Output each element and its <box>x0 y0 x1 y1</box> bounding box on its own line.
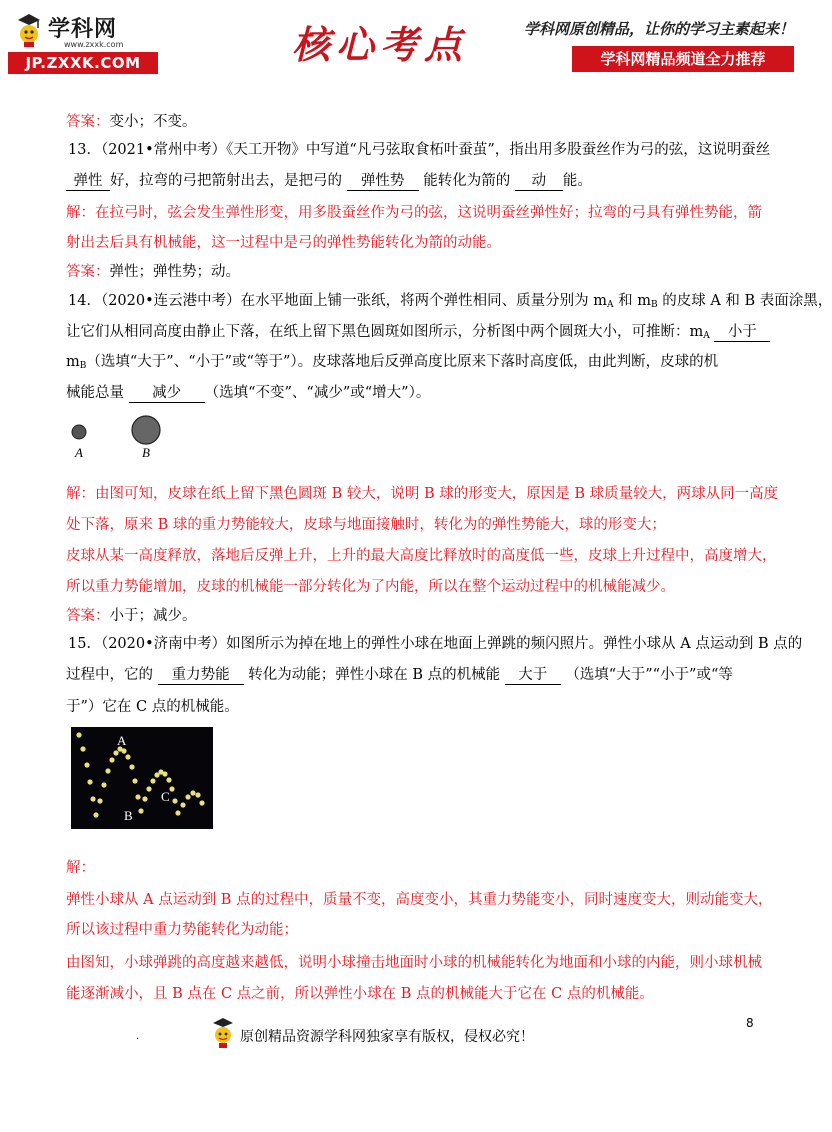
q13-text: 能。 <box>562 173 592 189</box>
spot-a <box>72 425 86 439</box>
spot-b-label: B <box>142 445 150 460</box>
q13-line-2 <box>66 171 592 191</box>
mascot-icon <box>210 1016 236 1050</box>
footer-dot: . <box>136 1031 140 1042</box>
spot-a-label: A <box>75 445 83 460</box>
q13-answer <box>66 262 240 282</box>
subscript: B <box>650 300 658 310</box>
q15-text: （选填“大于”“小于”或“等 <box>565 667 733 683</box>
answer-text: 变小；不变。 <box>109 114 197 130</box>
q13-blank-1: 弹性 <box>66 172 110 191</box>
q14-text: 14．（2020•连云港中考）在水平地面上铺一张纸，将两个弹性相同、质量分别为 m <box>68 293 608 309</box>
q14-blank-2: 减少 <box>129 384 205 403</box>
q15-solution-3: 由图知，小球弹跳的高度越来越低，说明小球撞击地面时小球的机械能转化为地面和小球的内能，则小球机械 <box>66 955 762 971</box>
q13-solution-2: 射出去后具有机械能，这一过程中是弓的弹性势能转化为箭的动能。 <box>66 235 501 251</box>
page-number: 8 <box>746 1016 754 1030</box>
q13-blank-2: 弹性势 <box>347 172 419 191</box>
q13-text: 好，拉弯的弓把箭射出去，是把弓的 <box>110 173 342 189</box>
subscript: A <box>703 331 710 341</box>
q13-text: 能转化为箭的 <box>423 173 511 189</box>
ball-spots-figure <box>60 412 180 464</box>
q13-solution-1: 解：在拉弓时，弦会发生弹性形变，用多股蚕丝作为弓的弦，这说明蚕丝弹性好；拉弯的弓具有弹性势能，箭 <box>66 205 762 221</box>
q15-solution-2: 所以该过程中重力势能转化为动能； <box>66 922 298 938</box>
q14-answer <box>66 606 197 626</box>
q14-blank-1: 小于 <box>714 323 770 342</box>
answer-label: 答案： <box>66 608 110 624</box>
q14-text: 和 m <box>613 293 651 309</box>
q14-solution-2: 处下落，原来 B 球的重力势能较大，皮球与地面接触时，转化为的弹性势能大，球的形变大； <box>66 517 666 533</box>
page-title: 核心考点 <box>291 23 468 67</box>
q15-blank-2: 大于 <box>505 666 561 685</box>
zxxk-logo <box>8 10 158 72</box>
answer-label: 答案： <box>66 264 110 280</box>
q15-solution-4: 能逐渐减小，且 B 点在 C 点之前，所以弹性小球在 B 点的机械能大于它在 C 点的机械能。 <box>66 986 654 1002</box>
subscript: A <box>607 300 614 310</box>
q15-line-1: 15．（2020•济南中考）如图所示为掉在地上的弹性小球在地面上弹跳的频闪照片。弹性小球从 A 点运动到 B 点的 <box>68 636 803 652</box>
q15-text: 转化为动能；弹性小球在 B 点的机械能 <box>248 667 501 683</box>
point-c-label: C <box>161 789 170 804</box>
q14-text: （选填“大于”、“小于”或“等于”）。皮球落地后反弹高度比原来下落时高度低，由此判断，皮球的机 <box>86 354 719 370</box>
answer-text: 小于；减少。 <box>109 608 197 624</box>
spot-b <box>132 416 160 444</box>
q15-line-3: 于”）它在 C 点的机械能。 <box>66 699 239 715</box>
q14-line-3 <box>66 352 718 376</box>
q15-text: 过程中，它的 <box>66 667 153 683</box>
bounce-photo-figure <box>71 727 213 829</box>
q14-line-2 <box>66 322 770 346</box>
answer-text: 弹性；弹性势；动。 <box>109 264 240 280</box>
q14-text: （选填“不变”、“减少”或“增大”）。 <box>204 385 431 401</box>
page-header <box>0 0 800 80</box>
copyright-notice: 原创精品资源学科网独家享有版权，侵权必究！ <box>240 1029 534 1045</box>
q13-blank-3: 动 <box>515 172 563 191</box>
q15-blank-1: 重力势能 <box>158 666 244 685</box>
q15-line-2 <box>66 665 733 685</box>
answer-label: 答案： <box>66 114 110 130</box>
q12-answer <box>66 112 197 132</box>
q14-text: 让它们从相同高度由静止下落，在纸上留下黑色圆斑如图所示，分析图中两个圆斑大小，可推断：m <box>66 324 704 340</box>
q13-line-1: 13．（2021•常州中考）《天工开物》中写道“凡弓弦取食柘叶蚕茧”，指出用多股蚕丝作为弓的弦，这说明蚕丝 <box>68 142 771 158</box>
point-b-label: B <box>124 808 133 823</box>
channel-banner: 学科网精品频道全力推荐 <box>572 46 794 72</box>
page-footer <box>210 1016 570 1052</box>
point-a-label: A <box>117 733 127 748</box>
subscript: B <box>79 361 87 371</box>
logo-subtitle: www.zxxk.com <box>64 40 124 49</box>
header-slogan: 学科网原创精品，让你的学习主素起来！ <box>523 20 794 38</box>
q14-text: m <box>66 354 80 370</box>
mascot-icon <box>14 12 44 48</box>
logo-name: 学科网 <box>48 17 118 42</box>
q14-solution-4: 所以重力势能增加，皮球的机械能一部分转化为了内能，所以在整个运动过程中的机械能减少。 <box>66 579 675 595</box>
q14-text: 械能总量 <box>66 385 124 401</box>
q14-solution-1: 解：由图可知，皮球在纸上留下黑色圆斑 B 较大，说明 B 球的形变大，原因是 B 球质量较大，两球从同一高度 <box>66 486 779 502</box>
q15-solution-1: 弹性小球从 A 点运动到 B 点的过程中，质量不变，高度变小，其重力势能变小，同时速度变大，则动能变大， <box>66 892 773 908</box>
q14-line-1 <box>68 291 832 315</box>
q14-line-4 <box>66 383 430 403</box>
q14-text: 的皮球 A 和 B 表面涂黑， <box>657 293 832 309</box>
logo-url-bar: JP.ZXXK.COM <box>8 52 158 74</box>
q15-solution-head: 解： <box>66 860 95 876</box>
q14-solution-3: 皮球从某一高度释放，落地后反弹上升，上升的最大高度比释放时的高度低一些，皮球上升过程中，高度增大， <box>66 548 777 564</box>
